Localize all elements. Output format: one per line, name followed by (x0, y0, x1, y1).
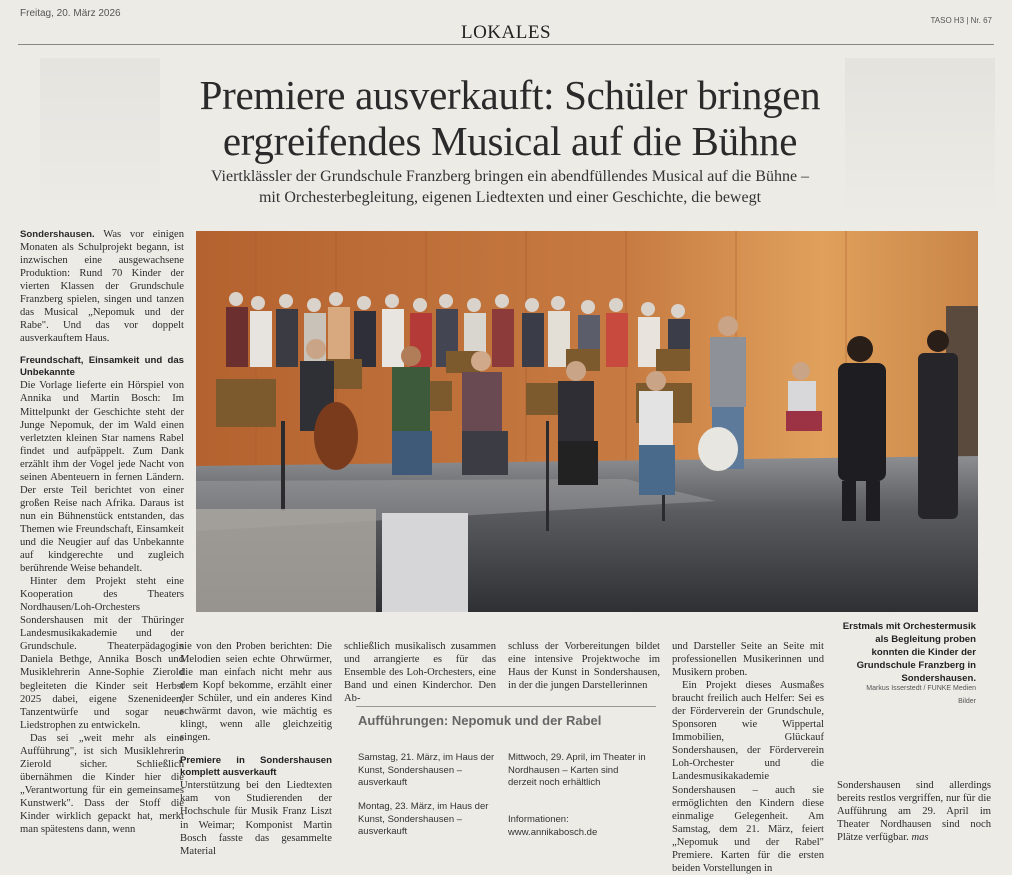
headline (150, 72, 870, 164)
paragraph-arrangement: schließlich musikalisch zusammen und arrangierte es für das Ensemble des Loh-Orchesters, eine Band und einen Kinderchor. Den Ab- (344, 641, 496, 705)
subheadline-line-2: mit Orchesterbegleitung, eigenen Liedtexten und einer Geschichte, die bewegt (258, 189, 762, 206)
intro-paragraph (20, 228, 184, 345)
paragraph-melodies: sie von den Proben berichten: Die Melodien seien echte Ohrwürmer, die man einfach nicht mehr aus dem Kopf bekomme, erzählt einer der Schüler, und ein anderes Kind schwärmt davon, wie mächtig es klingt, wenn alle gleichzeitig singen. (180, 641, 332, 744)
infobox-top-rule (356, 706, 656, 707)
headline-line-2: ergreifendes Musical auf die Bühne (222, 118, 798, 164)
article-column-5 (672, 640, 824, 875)
page-number: TASO H3 | Nr. 67 (930, 16, 992, 25)
infobox-show-2: Montag, 23. März, im Haus der Kunst, Sondershausen – ausverkauft (358, 801, 489, 837)
infobox-title: Aufführungen: Nepomuk und der Rabel (358, 713, 602, 728)
subheadline-line-1: Viertklässler der Grundschule Franzberg bringen ein abendfüllendes Musical auf die Bühne – (210, 168, 810, 185)
subhead-premiere: Premiere in Sondershausen komplett ausverkauft (180, 755, 332, 779)
paragraph-project-week: schluss der Vorbereitungen bildet eine intensive Projektwoche im Haus der Kunst in Sondershausen, in der die jungen Darstellerinnen (508, 641, 660, 692)
photo-credit: Markus Isserstedt / FUNKE Medien (866, 685, 976, 692)
article-column-6 (837, 779, 991, 844)
paragraph-tickets: Sondershausen sind allerdings bereits restlos vergriffen, nur für die Aufführung am 29. April im Theater Nordhausen sind noch Plätze verfügbar. (837, 780, 991, 844)
article-column-2 (180, 640, 332, 858)
rehearsal-photo-image (196, 231, 978, 612)
photo-credit-label: Bilder (958, 698, 976, 705)
issue-date: Freitag, 20. März 2026 (20, 8, 121, 19)
paragraph-lyrics: Unterstützung bei den Liedtexten kam von Studierenden der Hochschule für Musik Franz Liszt in Weimar; Komponist Martin Bosch fasste das gesammelte Material (180, 780, 332, 857)
header-rule (18, 44, 994, 45)
article-column-1 (20, 228, 184, 836)
subhead-friendship: Freundschaft, Einsamkeit und das Unbekannte (20, 355, 184, 379)
headline-line-1: Premiere ausverkauft: Schüler bringen (199, 72, 821, 118)
author-initials: mas (911, 832, 929, 844)
intro-text: Was vor einigen Monaten als Schulprojekt begann, ist inzwischen eine ausgewachsene Produktion: Rund 70 Kinder der vierten Klassen der Grundschule Franzberg spielen, singen und tanzen das Musical „Nepomuk und der Rabe". Und das vor doppelt ausverkauftem Haus. (20, 229, 184, 345)
infobox-website: Informationen: www.annikabosch.de (508, 814, 598, 838)
article-column-4 (508, 640, 660, 692)
photo-caption: Erstmals mit Orchestermusik als Begleitung proben konnten die Kinder der Grundschule Franzberg in Sondershausen. (842, 621, 976, 684)
paragraph-rehearsal: und Darsteller Seite an Seite mit professionellen Musikerinnen und Musikern proben. (672, 641, 824, 679)
paragraph-story: Die Vorlage lieferte ein Hörspiel von Annika und Martin Bosch: Im Mittelpunkt der Geschichte steht der Junge Nepomuk, der im Wald einen verletzten kleinen Star namens Rabel findet und aufpäppelt. Zum Dank erzählt ihm der Vogel jede Nacht von seinen Abenteuern in fernen Ländern. Der erste Teil berichtet von einer großen Reise nach Afrika. Daraus ist nun ein Bühnenstück entstanden, das Themen wie Freundschaft, Einsamkeit und die Neugier auf das Unbekannte auf kindgerechte und zugleich berührende Weise behandelt. (20, 380, 184, 575)
infobox-show-1: Samstag, 21. März, im Haus der Kunst, Sondershausen – ausverkauft (358, 752, 495, 788)
paragraph-quote: Das sei „weit mehr als eine Aufführung", ist sich Musiklehrerin Zierold sicher. Schließlich übernähmen die Kinder hier die „Verantwortung für ein gemeinsames Kunstwerk". Dass der Stoff die Kinder wirklich gepackt hat, merkt man spätestens dann, wenn (20, 732, 184, 836)
infobox-show-3: Mittwoch, 29. April, im Theater in Nordhausen – Karten sind derzeit noch erhältlich (508, 752, 646, 788)
paragraph-helpers: Ein Projekt dieses Ausmaßes braucht freilich auch Helfer: Sei es der Förderverein der Grundschule, Sponsoren wie Wippertal Immobilien, Glückauf Sondershausen, der Förderverein Loh-Orchester und die Landesmusikakademie Sondershausen – auch sie ermöglichten den Kindern diese einmalige Gelegenheit. Am Samstag, dem 21. März, feiert „Nepomuk und der Rabel" Premiere. Karten für die ersten beiden Vorstellungen in (672, 680, 824, 874)
rehearsal-photo (196, 231, 978, 612)
paragraph-cooperation: Hinter dem Projekt steht eine Kooperation des Theaters Nordhausen/Loh-Orchesters Sondershausen mit der Thüringer Landesmusikakademie und der Grundschule. Theaterpädagogin Daniela Bethge, Annika Bosch und Musiklehrerin Anne-Sophie Zierold begleiteten die Kinder seit Herbst 2025 dabei, eigene Szenenideen, Tanzentwürfe und sogar neue Liedstrophen zu entwickeln. (20, 576, 184, 731)
article-column-3 (344, 640, 496, 705)
dateline: Sondershausen. (20, 229, 95, 240)
subheadline (180, 166, 840, 208)
bleed-through-left (40, 58, 160, 218)
section-title: LOKALES (460, 22, 552, 43)
